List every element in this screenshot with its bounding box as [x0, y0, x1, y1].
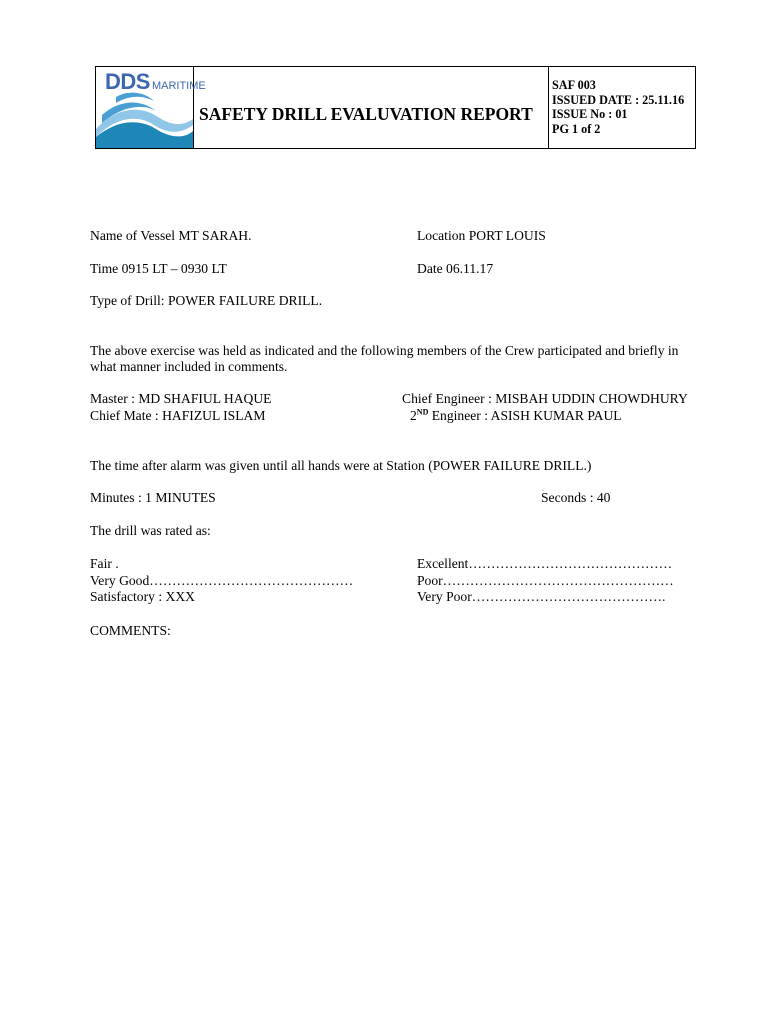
doc-code: SAF 003	[552, 78, 596, 92]
crew-chief-mate: Chief Mate : HAFIZUL ISLAM	[90, 408, 266, 423]
rating-heading: The drill was rated as:	[90, 523, 211, 538]
rating-very-poor: Very Poor…………………………………….	[417, 589, 666, 604]
vessel-name: Name of Vessel MT SARAH.	[90, 228, 252, 243]
title-cell	[193, 67, 549, 148]
doc-meta	[552, 78, 684, 136]
page-number: PG 1 of 2	[552, 121, 601, 136]
drill-date: Date 06.11.17	[417, 261, 494, 276]
timing-statement: The time after alarm was given until all hands were at Station (POWER FAILURE DRILL.)	[90, 458, 592, 473]
issue-number: ISSUE No : 01	[552, 107, 628, 122]
crew-master: Master : MD SHAFIUL HAQUE	[90, 391, 272, 406]
intro-paragraph: The above exercise was held as indicated and the following members of the Crew participated and briefly in what manner included in comments.	[90, 343, 679, 374]
issued-date: ISSUED DATE : 25.11.16	[552, 92, 685, 107]
second-engineer-rest: Engineer : ASISH KUMAR PAUL	[428, 408, 622, 423]
company-logo	[96, 67, 206, 148]
second-engineer-sup: ND	[416, 407, 429, 417]
header-table	[95, 66, 696, 149]
comments-label: COMMENTS:	[90, 623, 171, 638]
report-title: SAFETY DRILL EVALUVATION REPORT	[199, 104, 533, 124]
rating-excellent: Excellent………………………………………	[417, 556, 673, 571]
crew-chief-engineer: Chief Engineer : MISBAH UDDIN CHOWDHURY	[402, 391, 688, 406]
timing-minutes: Minutes : 1 MINUTES	[90, 490, 216, 505]
drill-type: Type of Drill: POWER FAILURE DRILL.	[90, 293, 323, 308]
second-engineer-prefix: 2	[410, 408, 417, 423]
logo-subtext: MARITIME	[151, 80, 206, 92]
logo-text: DDS	[105, 69, 150, 94]
crew-second-engineer	[410, 408, 622, 424]
rating-satisfactory: Satisfactory : XXX	[90, 589, 195, 604]
timing-seconds: Seconds : 40	[541, 490, 611, 505]
rating-very-good: Very Good………………………………………	[90, 573, 354, 588]
location: Location PORT LOUIS	[417, 228, 546, 243]
rating-fair: Fair .	[90, 556, 119, 571]
rating-poor: Poor……………………………………………	[417, 573, 674, 588]
drill-time: Time 0915 LT – 0930 LT	[90, 261, 227, 276]
